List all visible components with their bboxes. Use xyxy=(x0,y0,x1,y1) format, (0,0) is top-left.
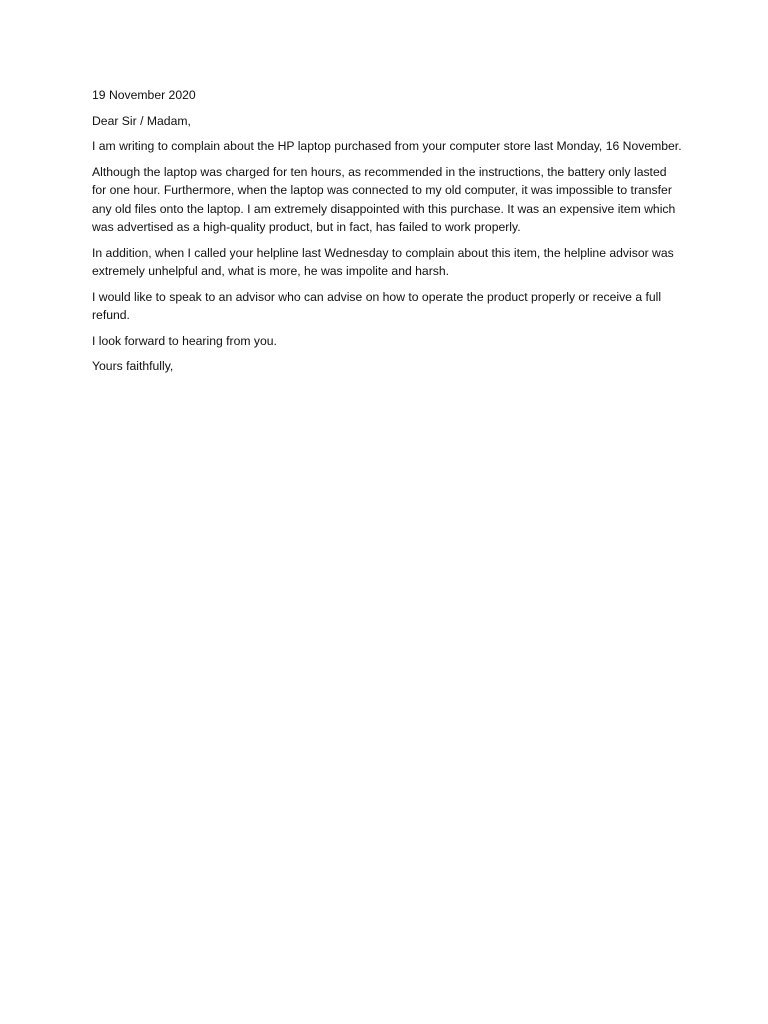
letter-salutation: Dear Sir / Madam, xyxy=(92,113,191,128)
letter-closing: Yours faithfully, xyxy=(92,359,174,373)
paragraph-helpline-issue: In addition, when I called your helpline last Wednesday to complain about this item, the helpline advisor was extremely unhelpful and, what is more, he was impolite and harsh. xyxy=(92,245,674,278)
paragraph-complaint-intro: I am writing to complain about the HP laptop purchased from your computer store last Monday, 16 November. xyxy=(92,139,682,153)
letter-date: 19 November 2020 xyxy=(92,88,196,102)
paragraph-look-forward: I look forward to hearing from you. xyxy=(92,333,277,348)
paragraph-request: I would like to speak to an advisor who can advise on how to operate the product properly or receive a full refund. xyxy=(92,289,662,322)
paragraph-battery-issue: Although the laptop was charged for ten hours, as recommended in the instructions, the battery only lasted for one hour. Furthermore, when the laptop was connected to my old computer, it was impossible to transfer any old files onto the laptop. I am extremely disappointed with this purchase. It was an expensive item which was advertised as a high-quality product, but in fact, has failed to work properly. xyxy=(92,164,676,234)
letter-body xyxy=(92,86,682,383)
